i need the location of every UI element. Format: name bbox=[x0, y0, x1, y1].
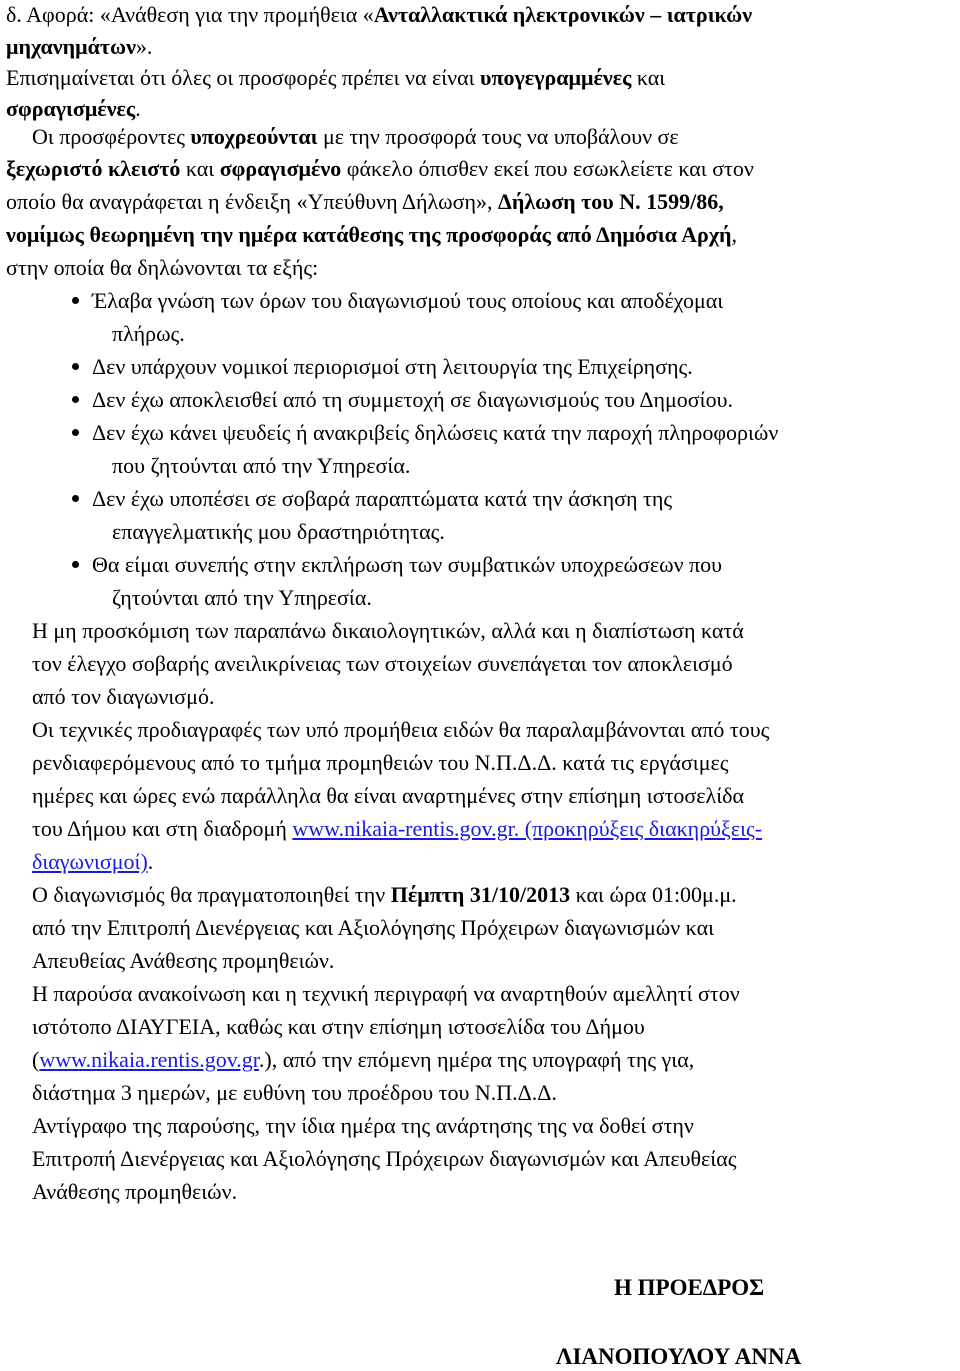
section-d-subject-bold-2: μηχανημάτων bbox=[6, 34, 136, 59]
offer-line-1 bbox=[32, 126, 679, 148]
tech-specs-line-3: ημέρες και ώρες ενώ παράλληλα θα είναι αναρτημένες στην επίσημη ιστοσελίδα bbox=[32, 783, 745, 808]
signature-name: ΛΙΑΝΟΠΟΥΛΟΥ ΑΝΝΑ bbox=[556, 1344, 802, 1369]
section-d-note-end: . bbox=[135, 96, 141, 121]
signature-title: Η ΠΡΟΕΔΡΟΣ bbox=[614, 1275, 765, 1300]
bullet-icon bbox=[72, 495, 79, 502]
municipality-site-link[interactable]: www.nikaia.rentis.gov.gr bbox=[39, 1047, 259, 1072]
offer-text: Οι προσφέροντες bbox=[32, 124, 191, 149]
offer-bold: νομίμως θεωρημένη την ημέρα κατάθεσης της προσφοράς από Δημόσια Αρχή bbox=[6, 222, 732, 247]
declaration-item-1: Έλαβα γνώση των όρων του διαγωνισμού τους οποίους και αποδέχομαι bbox=[92, 288, 724, 313]
contest-text: Ο διαγωνισμός θα πραγματοποιηθεί την bbox=[32, 882, 391, 907]
offer-line-2 bbox=[6, 158, 754, 180]
announcement-line-2: ιστότοπο ΔΙΑΥΓΕΙΑ, καθώς και στην επίσημη ιστοσελίδα του Δήμου bbox=[32, 1014, 645, 1039]
tenders-section-link[interactable]: διαγωνισμοί) bbox=[32, 849, 148, 874]
bullet-icon bbox=[72, 561, 79, 568]
section-d-note-bold: υπογεγραμμένες bbox=[480, 65, 632, 90]
offer-line-4 bbox=[6, 224, 737, 246]
offer-text: φάκελο όπισθεν εκεί που εσωκλείετε και στον bbox=[341, 156, 754, 181]
tech-specs-text: του Δήμου και στη διαδρομή bbox=[32, 816, 293, 841]
bullet-icon bbox=[72, 363, 79, 370]
offer-text: με την προσφορά τους να υποβάλουν σε bbox=[317, 124, 679, 149]
declaration-item-2: Δεν υπάρχουν νομικοί περιορισμοί στη λειτουργία της Επιχείρησης. bbox=[92, 354, 693, 379]
tech-specs-end: . bbox=[147, 849, 154, 874]
section-d-note-suffix: και bbox=[631, 65, 666, 90]
offer-text: , bbox=[731, 222, 737, 247]
contest-date: Πέμπτη 31/10/2013 bbox=[390, 882, 571, 907]
section-d-note-text: Επισημαίνεται ότι όλες οι προσφορές πρέπει να είναι bbox=[6, 65, 481, 90]
offer-bold: ξεχωριστό κλειστό bbox=[6, 156, 181, 181]
copy-line-2: Επιτροπή Διενέργειας και Αξιολόγησης Πρόχειρων διαγωνισμών και Απευθείας bbox=[32, 1146, 737, 1171]
tech-specs-line-4 bbox=[32, 818, 762, 840]
non-submission-line-3: από τον διαγωνισμό. bbox=[32, 684, 215, 709]
contest-time: και ώρα 01:00μ.μ. bbox=[570, 882, 737, 907]
non-submission-line-1: Η μη προσκόμιση των παραπάνω δικαιολογητικών, αλλά και η διαπίστωση κατά bbox=[32, 618, 744, 643]
section-d-subject-prefix: δ. Αφορά: «Ανάθεση για την προμήθεια « bbox=[6, 2, 374, 27]
section-d-subject-bold: Ανταλλακτικά ηλεκτρονικών – ιατρικών bbox=[373, 2, 753, 27]
offer-text: και bbox=[180, 156, 220, 181]
tech-specs-line-1: Οι τεχνικές προδιαγραφές των υπό προμήθεια ειδών θα παραλαμβάνονται από τους bbox=[32, 717, 770, 742]
announcement-line-1: Η παρούσα ανακοίνωση και η τεχνική περιγραφή να αναρτηθούν αμελλητί στον bbox=[32, 981, 740, 1006]
contest-line-3: Απευθείας Ανάθεσης προμηθειών. bbox=[32, 948, 335, 973]
section-d-subject-suffix: ». bbox=[135, 34, 153, 59]
bullet-icon bbox=[72, 429, 79, 436]
tech-specs-line-5 bbox=[32, 851, 153, 873]
section-d-note-bold-2: σφραγισμένες bbox=[6, 96, 136, 121]
announcement-text: ( bbox=[32, 1047, 40, 1072]
offer-line-3 bbox=[6, 191, 724, 213]
bullet-icon bbox=[72, 396, 79, 403]
tech-specs-line-2: ρενδιαφερόμενους από το τμήμα προμηθειών του Ν.Π.Δ.Δ. κατά τις εργάσιμες bbox=[32, 750, 729, 775]
offer-line-5: στην οποία θα δηλώνονται τα εξής: bbox=[6, 255, 319, 280]
copy-line-1: Αντίγραφο της παρούσης, την ίδια ημέρα της ανάρτησης της να δοθεί στην bbox=[32, 1113, 694, 1138]
section-d-line-1 bbox=[6, 4, 752, 26]
offer-bold: Δήλωση του Ν. 1599/86, bbox=[498, 189, 724, 214]
contest-line-1 bbox=[32, 884, 737, 906]
municipality-website-link[interactable]: www.nikaia-rentis.gov.gr. (προκηρύξεις διακηρύξεις- bbox=[292, 816, 763, 841]
section-d-line-3 bbox=[6, 67, 665, 89]
offer-text: οποίο θα αναγράφεται η ένδειξη «Υπεύθυνη Δήλωση», bbox=[6, 189, 499, 214]
section-d-line-2 bbox=[6, 36, 152, 58]
announcement-text: .), από την επόμενη ημέρα της υπογραφή της για, bbox=[258, 1047, 695, 1072]
declaration-item-1-cont: πλήρως. bbox=[112, 321, 185, 346]
declaration-item-5: Δεν έχω υποπέσει σε σοβαρά παραπτώματα κατά την άσκηση της bbox=[92, 486, 673, 511]
declaration-item-6-cont: ζητούνται από την Υπηρεσία. bbox=[112, 585, 372, 610]
contest-line-2: από την Επιτροπή Διενέργειας και Αξιολόγησης Πρόχειρων διαγωνισμών και bbox=[32, 915, 715, 940]
declaration-item-4-cont: που ζητούνται από την Υπηρεσία. bbox=[112, 453, 411, 478]
offer-bold: υποχρεούνται bbox=[190, 124, 318, 149]
declaration-item-5-cont: επαγγελματικής μου δραστηριότητας. bbox=[112, 519, 445, 544]
announcement-line-3 bbox=[32, 1049, 694, 1071]
offer-bold: σφραγισμένο bbox=[219, 156, 342, 181]
bullet-icon bbox=[72, 297, 79, 304]
declaration-item-6: Θα είμαι συνεπής στην εκπλήρωση των συμβατικών υποχρεώσεων που bbox=[92, 552, 723, 577]
section-d-line-4 bbox=[6, 98, 141, 120]
announcement-line-4: διάστημα 3 ημερών, με ευθύνη του προέδρου του Ν.Π.Δ.Δ. bbox=[32, 1080, 557, 1105]
declaration-item-4: Δεν έχω κάνει ψευδείς ή ανακριβείς δηλώσεις κατά την παροχή πληροφοριών bbox=[92, 420, 779, 445]
declaration-item-3: Δεν έχω αποκλεισθεί από τη συμμετοχή σε διαγωνισμούς του Δημοσίου. bbox=[92, 387, 733, 412]
non-submission-line-2: τον έλεγχο σοβαρής ανειλικρίνειας των στοιχείων συνεπάγεται τον αποκλεισμό bbox=[32, 651, 733, 676]
copy-line-3: Ανάθεσης προμηθειών. bbox=[32, 1179, 238, 1204]
